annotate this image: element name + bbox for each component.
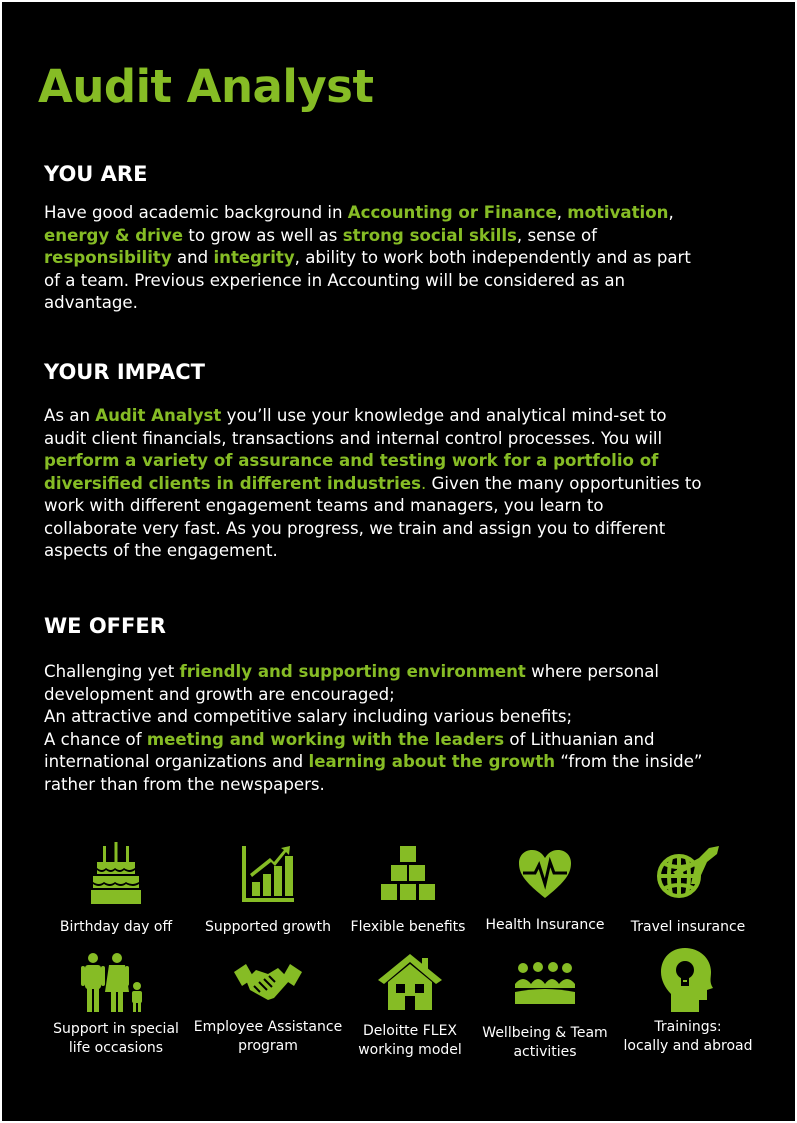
benefit-label: Deloitte FLEX working model bbox=[358, 1023, 462, 1058]
text: . bbox=[420, 473, 427, 493]
benefit-birthday bbox=[38, 842, 194, 937]
text: you’ll use your knowledge and analytical mind-set to bbox=[221, 406, 667, 425]
handshake-icon bbox=[234, 964, 302, 1004]
you-are-line-5: advantage. bbox=[44, 293, 138, 312]
text: “from the inside” bbox=[555, 752, 703, 771]
benefit-trainings bbox=[610, 948, 766, 1056]
highlight-motivation: motivation bbox=[567, 203, 669, 222]
text: Have good academic background in bbox=[44, 203, 348, 222]
house-icon bbox=[378, 954, 442, 1010]
benefit-label: Trainings: locally and abroad bbox=[623, 1019, 753, 1054]
highlight-environment: friendly and supporting environment bbox=[179, 662, 526, 681]
benefit-label: Birthday day off bbox=[59, 919, 173, 935]
text: international organizations and bbox=[44, 752, 309, 771]
benefits-grid bbox=[2, 2, 795, 1121]
highlight-assurance: perform a variety of assurance and testing work for a portfolio of bbox=[44, 451, 659, 470]
stacked-boxes-icon bbox=[379, 844, 437, 904]
highlight-responsibility: responsibility bbox=[44, 248, 172, 267]
page-title: Audit Analyst bbox=[38, 60, 374, 113]
airplane-globe-icon bbox=[653, 844, 723, 902]
highlight-accounting: Accounting or Finance bbox=[347, 203, 557, 222]
highlight-energy: energy & drive bbox=[44, 225, 184, 245]
highlight-audit-analyst: Audit Analyst bbox=[95, 406, 222, 425]
you-are-heading: YOU ARE bbox=[44, 162, 148, 186]
job-posting-page bbox=[2, 2, 795, 1121]
benefit-flex-model bbox=[332, 954, 488, 1060]
text: of Lithuanian and bbox=[504, 729, 655, 749]
benefit-assistance bbox=[190, 964, 346, 1056]
benefit-travel bbox=[610, 844, 766, 937]
head-lightbulb-icon bbox=[661, 948, 715, 1012]
benefit-growth bbox=[190, 844, 346, 937]
impact-line-6: collaborate very fast. As you progress, we train and assign you to different bbox=[44, 518, 666, 538]
offer-line-2: development and growth are encouraged; bbox=[44, 684, 395, 704]
you-are-line-4: of a team. Previous experience in Accounting will be considered as an bbox=[44, 270, 626, 290]
growth-chart-icon bbox=[240, 844, 296, 904]
offer-line-6: rather than from the newspapers. bbox=[44, 774, 325, 794]
benefit-special-occasions bbox=[38, 952, 194, 1058]
heart-pulse-icon bbox=[517, 848, 573, 900]
benefit-label: Employee Assistance program bbox=[193, 1019, 343, 1054]
team-group-icon bbox=[513, 962, 577, 1004]
benefit-label: Support in special life occasions bbox=[53, 1021, 179, 1056]
text: , bbox=[556, 203, 568, 222]
text: where personal bbox=[525, 662, 660, 681]
text: , sense of bbox=[516, 225, 597, 245]
impact-line-7: aspects of the engagement. bbox=[44, 541, 278, 560]
benefit-label: Wellbeing & Team activities bbox=[482, 1025, 608, 1060]
benefit-label: Health Insurance bbox=[485, 917, 605, 933]
highlight-diversified: diversified clients in different industries bbox=[44, 473, 421, 493]
text: Given the many opportunities to bbox=[426, 473, 702, 493]
we-offer-heading: WE OFFER bbox=[44, 614, 166, 638]
your-impact-heading: YOUR IMPACT bbox=[44, 360, 206, 384]
highlight-leaders: meeting and working with the leaders bbox=[146, 729, 505, 749]
benefit-wellbeing bbox=[467, 962, 623, 1062]
text: and bbox=[171, 248, 214, 267]
highlight-social-skills: strong social skills bbox=[342, 225, 517, 245]
offer-line-3: An attractive and competitive salary including various benefits; bbox=[44, 707, 573, 726]
benefit-flexible bbox=[330, 844, 486, 937]
highlight-growth: learning about the growth bbox=[308, 752, 556, 771]
text: As an bbox=[44, 406, 96, 425]
text: , ability to work both independently and as part bbox=[294, 248, 691, 267]
benefit-label: Flexible benefits bbox=[350, 919, 466, 935]
text: Challenging yet bbox=[44, 662, 180, 681]
text: A chance of bbox=[44, 729, 147, 749]
text: , bbox=[668, 203, 674, 222]
impact-line-2: audit client financials, transactions and internal control processes. You will bbox=[44, 428, 663, 448]
text: to grow as well as bbox=[183, 225, 343, 245]
highlight-integrity: integrity bbox=[213, 248, 295, 267]
birthday-cake-icon bbox=[89, 842, 143, 906]
benefit-label: Travel insurance bbox=[630, 919, 746, 935]
impact-line-5: work with different engagement teams and managers, you learn to bbox=[44, 496, 604, 515]
benefit-health bbox=[467, 848, 623, 935]
family-icon bbox=[81, 952, 151, 1014]
benefit-label: Supported growth bbox=[204, 919, 331, 935]
